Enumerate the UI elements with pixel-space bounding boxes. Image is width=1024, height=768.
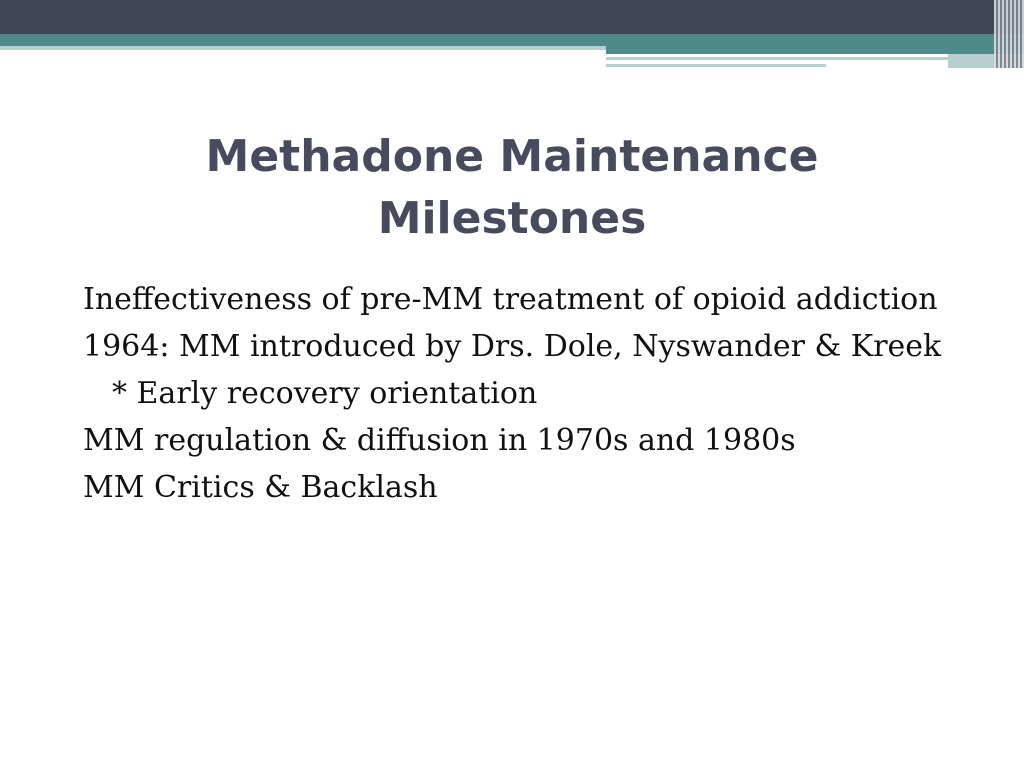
bullet-item: Ineffectiveness of pre-MM treatment of opioid addiction bbox=[83, 282, 938, 317]
header-dark-band bbox=[0, 0, 1024, 34]
header-thin-line-short bbox=[606, 64, 826, 67]
header-light-band bbox=[0, 46, 606, 50]
header-teal-band bbox=[0, 34, 1024, 46]
bullet-item: MM Critics & Backlash bbox=[83, 470, 438, 505]
corner-stripes-decoration bbox=[994, 0, 1024, 68]
bullet-list bbox=[83, 278, 963, 513]
slide-title: Methadone Maintenance Milestones bbox=[205, 131, 819, 244]
header-thin-line bbox=[606, 57, 948, 60]
header-teal-extension bbox=[606, 46, 1024, 54]
sub-bullet-item: * Early recovery orientation bbox=[112, 376, 538, 411]
bullet-item: 1964: MM introduced by Drs. Dole, Nyswander & Kreek bbox=[83, 329, 942, 364]
bullet-item: MM regulation & diffusion in 1970s and 1980s bbox=[83, 423, 796, 458]
